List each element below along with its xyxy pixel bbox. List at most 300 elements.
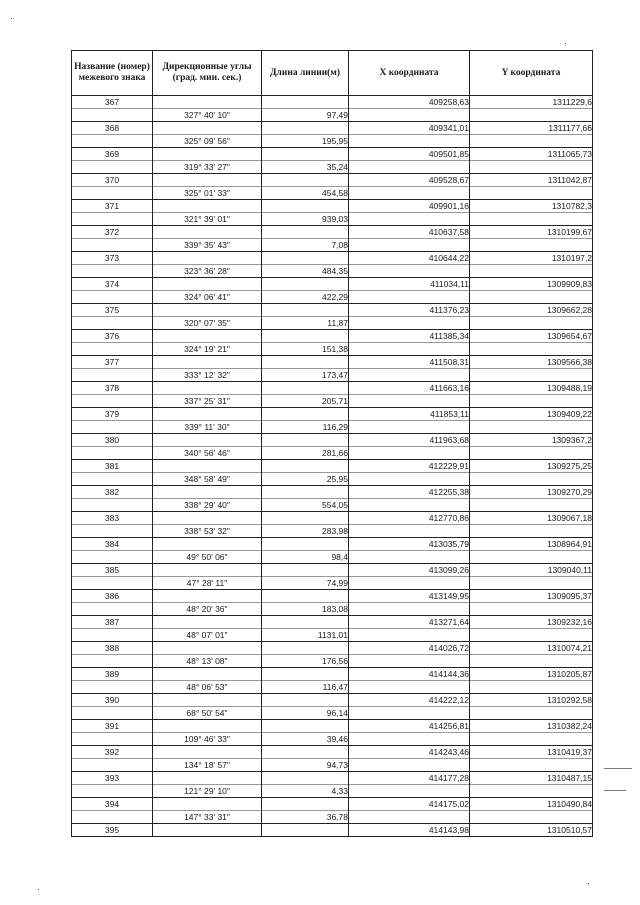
direction-angle: 121° 29' 10" [153, 785, 262, 798]
header-direction-angle: Дирекционные углы (град. мин. сек.) [153, 51, 262, 96]
empty-cell [349, 239, 470, 252]
direction-angle: 109° 46' 33" [153, 733, 262, 746]
line-length: 205,71 [262, 395, 349, 408]
empty-cell [262, 538, 349, 551]
empty-cell [153, 356, 262, 369]
empty-cell [349, 603, 470, 616]
empty-cell [153, 564, 262, 577]
speck-mark [11, 18, 12, 19]
empty-cell [153, 200, 262, 213]
y-coordinate: 1309566,38 [470, 356, 593, 369]
x-coordinate: 411385,34 [349, 330, 470, 343]
empty-cell [153, 486, 262, 499]
empty-cell [72, 603, 153, 616]
empty-cell [262, 382, 349, 395]
point-row [72, 434, 593, 447]
empty-cell [349, 785, 470, 798]
direction-angle: 339° 35' 43" [153, 239, 262, 252]
line-length: 422,29 [262, 291, 349, 304]
empty-cell [262, 460, 349, 473]
empty-cell [262, 720, 349, 733]
direction-angle: 48° 20' 36" [153, 603, 262, 616]
point-number: 384 [72, 538, 153, 551]
empty-cell [153, 460, 262, 473]
x-coordinate: 414026,72 [349, 642, 470, 655]
empty-cell [153, 148, 262, 161]
point-number: 373 [72, 252, 153, 265]
empty-cell [72, 239, 153, 252]
y-coordinate: 1310074,21 [470, 642, 593, 655]
empty-cell [72, 733, 153, 746]
point-row [72, 798, 593, 811]
empty-cell [349, 629, 470, 642]
segment-row [72, 109, 593, 122]
segment-row [72, 785, 593, 798]
empty-cell [262, 746, 349, 759]
segment-row [72, 213, 593, 226]
x-coordinate: 411508,31 [349, 356, 470, 369]
line-length: 35,24 [262, 161, 349, 174]
empty-cell [470, 395, 593, 408]
y-coordinate: 1310205,87 [470, 668, 593, 681]
empty-cell [470, 109, 593, 122]
point-number: 391 [72, 720, 153, 733]
empty-cell [262, 148, 349, 161]
point-number: 368 [72, 122, 153, 135]
empty-cell [470, 785, 593, 798]
point-number: 371 [72, 200, 153, 213]
empty-cell [470, 603, 593, 616]
empty-cell [153, 252, 262, 265]
point-row [72, 772, 593, 785]
direction-angle: 48° 07' 01" [153, 629, 262, 642]
direction-angle: 48° 06' 53" [153, 681, 262, 694]
segment-row [72, 421, 593, 434]
direction-angle: 327° 40' 10" [153, 109, 262, 122]
empty-cell [470, 629, 593, 642]
empty-cell [349, 395, 470, 408]
empty-cell [153, 226, 262, 239]
empty-cell [262, 642, 349, 655]
empty-cell [262, 330, 349, 343]
direction-angle: 324° 19' 21" [153, 343, 262, 356]
empty-cell [470, 499, 593, 512]
x-coordinate: 414222,12 [349, 694, 470, 707]
line-length: 74,99 [262, 577, 349, 590]
direction-angle: 325° 09' 56" [153, 135, 262, 148]
y-coordinate: 1310382,24 [470, 720, 593, 733]
empty-cell [72, 577, 153, 590]
empty-cell [72, 707, 153, 720]
empty-cell [470, 317, 593, 330]
segment-row [72, 525, 593, 538]
x-coordinate: 413149,95 [349, 590, 470, 603]
y-coordinate: 1309275,25 [470, 460, 593, 473]
point-number: 375 [72, 304, 153, 317]
point-number: 370 [72, 174, 153, 187]
empty-cell [470, 655, 593, 668]
x-coordinate: 412255,38 [349, 486, 470, 499]
empty-cell [470, 161, 593, 174]
point-number: 392 [72, 746, 153, 759]
empty-cell [470, 759, 593, 772]
empty-cell [349, 551, 470, 564]
line-length: 195,95 [262, 135, 349, 148]
empty-cell [349, 291, 470, 304]
speck-mark [588, 883, 589, 884]
direction-angle: 324° 06' 41" [153, 291, 262, 304]
faint-mark [604, 768, 632, 769]
empty-cell [262, 278, 349, 291]
point-row [72, 174, 593, 187]
y-coordinate: 1309270,29 [470, 486, 593, 499]
y-coordinate: 1310510,57 [470, 824, 593, 837]
empty-cell [262, 174, 349, 187]
empty-cell [262, 668, 349, 681]
point-number: 380 [72, 434, 153, 447]
empty-cell [262, 798, 349, 811]
point-number: 376 [72, 330, 153, 343]
line-length: 94,73 [262, 759, 349, 772]
y-coordinate: 1309232,16 [470, 616, 593, 629]
direction-angle: 340° 56' 46" [153, 447, 262, 460]
empty-cell [72, 187, 153, 200]
x-coordinate: 411663,16 [349, 382, 470, 395]
segment-row [72, 499, 593, 512]
segment-row [72, 655, 593, 668]
empty-cell [262, 512, 349, 525]
empty-cell [72, 759, 153, 772]
y-coordinate: 1311229,6 [470, 96, 593, 109]
x-coordinate: 411963,68 [349, 434, 470, 447]
point-row [72, 460, 593, 473]
point-row [72, 538, 593, 551]
empty-cell [349, 733, 470, 746]
point-row [72, 96, 593, 109]
empty-cell [153, 382, 262, 395]
x-coordinate: 411034,11 [349, 278, 470, 291]
empty-cell [262, 694, 349, 707]
empty-cell [72, 499, 153, 512]
segment-row [72, 603, 593, 616]
point-row [72, 512, 593, 525]
empty-cell [72, 681, 153, 694]
direction-angle: 333° 12' 32" [153, 369, 262, 382]
x-coordinate: 414256,81 [349, 720, 470, 733]
empty-cell [470, 551, 593, 564]
table-body [72, 96, 593, 837]
point-number: 367 [72, 96, 153, 109]
y-coordinate: 1310490,84 [470, 798, 593, 811]
empty-cell [153, 330, 262, 343]
empty-cell [72, 135, 153, 148]
point-number: 383 [72, 512, 153, 525]
point-number: 377 [72, 356, 153, 369]
direction-angle: 337° 25' 31" [153, 395, 262, 408]
direction-angle: 48° 13' 08" [153, 655, 262, 668]
x-coordinate: 409341,01 [349, 122, 470, 135]
y-coordinate: 1309488,19 [470, 382, 593, 395]
empty-cell [262, 252, 349, 265]
point-row [72, 616, 593, 629]
empty-cell [153, 642, 262, 655]
empty-cell [349, 343, 470, 356]
segment-row [72, 629, 593, 642]
empty-cell [72, 629, 153, 642]
direction-angle: 68° 50' 54" [153, 707, 262, 720]
empty-cell [72, 655, 153, 668]
line-length: 1131,01 [262, 629, 349, 642]
header-point-name: Название (номер) межевого знака [72, 51, 153, 96]
point-number: 387 [72, 616, 153, 629]
x-coordinate: 414143,98 [349, 824, 470, 837]
y-coordinate: 1311042,87 [470, 174, 593, 187]
point-row [72, 642, 593, 655]
point-row [72, 564, 593, 577]
empty-cell [153, 96, 262, 109]
segment-row [72, 161, 593, 174]
point-row [72, 746, 593, 759]
segment-row [72, 811, 593, 824]
line-length: 484,35 [262, 265, 349, 278]
header-line-length: Длина линии(м) [262, 51, 349, 96]
empty-cell [72, 343, 153, 356]
line-length: 554,05 [262, 499, 349, 512]
point-row [72, 122, 593, 135]
empty-cell [72, 369, 153, 382]
header-y-coordinate: Y координата [470, 51, 593, 96]
segment-row [72, 577, 593, 590]
empty-cell [153, 694, 262, 707]
empty-cell [349, 473, 470, 486]
direction-angle: 325° 01' 33" [153, 187, 262, 200]
empty-cell [349, 421, 470, 434]
empty-cell [262, 616, 349, 629]
empty-cell [349, 447, 470, 460]
line-length: 39,46 [262, 733, 349, 746]
x-coordinate: 410637,58 [349, 226, 470, 239]
empty-cell [349, 317, 470, 330]
point-number: 381 [72, 460, 153, 473]
y-coordinate: 1311065,73 [470, 148, 593, 161]
empty-cell [470, 239, 593, 252]
empty-cell [470, 811, 593, 824]
empty-cell [470, 447, 593, 460]
line-length: 173,47 [262, 369, 349, 382]
x-coordinate: 413035,79 [349, 538, 470, 551]
point-number: 389 [72, 668, 153, 681]
point-number: 374 [72, 278, 153, 291]
line-length: 116,29 [262, 421, 349, 434]
y-coordinate: 1308964,91 [470, 538, 593, 551]
x-coordinate: 412229,91 [349, 460, 470, 473]
direction-angle: 338° 53' 32" [153, 525, 262, 538]
line-length: 7,08 [262, 239, 349, 252]
empty-cell [349, 213, 470, 226]
empty-cell [470, 135, 593, 148]
empty-cell [470, 343, 593, 356]
point-row [72, 720, 593, 733]
empty-cell [262, 304, 349, 317]
point-number: 390 [72, 694, 153, 707]
y-coordinate: 1311177,66 [470, 122, 593, 135]
empty-cell [153, 668, 262, 681]
line-length: 25,95 [262, 473, 349, 486]
point-row [72, 226, 593, 239]
empty-cell [470, 733, 593, 746]
y-coordinate: 1309662,28 [470, 304, 593, 317]
point-row [72, 278, 593, 291]
empty-cell [349, 759, 470, 772]
segment-row [72, 447, 593, 460]
x-coordinate: 413099,26 [349, 564, 470, 577]
empty-cell [72, 525, 153, 538]
empty-cell [470, 525, 593, 538]
empty-cell [349, 681, 470, 694]
segment-row [72, 317, 593, 330]
point-row [72, 668, 593, 681]
y-coordinate: 1310199,67 [470, 226, 593, 239]
point-row [72, 408, 593, 421]
y-coordinate: 1309909,83 [470, 278, 593, 291]
x-coordinate: 413271,64 [349, 616, 470, 629]
empty-cell [72, 109, 153, 122]
segment-row [72, 343, 593, 356]
segment-row [72, 395, 593, 408]
point-row [72, 304, 593, 317]
empty-cell [72, 811, 153, 824]
empty-cell [349, 577, 470, 590]
point-number: 393 [72, 772, 153, 785]
empty-cell [262, 356, 349, 369]
point-row [72, 148, 593, 161]
point-number: 379 [72, 408, 153, 421]
empty-cell [470, 291, 593, 304]
empty-cell [349, 135, 470, 148]
line-length: 283,98 [262, 525, 349, 538]
speck-mark [565, 43, 566, 44]
point-row [72, 200, 593, 213]
empty-cell [470, 473, 593, 486]
boundary-points-table [71, 50, 593, 837]
point-row [72, 356, 593, 369]
empty-cell [153, 720, 262, 733]
line-length: 176,56 [262, 655, 349, 668]
empty-cell [262, 200, 349, 213]
empty-cell [72, 317, 153, 330]
empty-cell [262, 408, 349, 421]
point-row [72, 486, 593, 499]
empty-cell [262, 96, 349, 109]
y-coordinate: 1309040,11 [470, 564, 593, 577]
empty-cell [153, 122, 262, 135]
x-coordinate: 411376,23 [349, 304, 470, 317]
segment-row [72, 551, 593, 564]
line-length: 183,08 [262, 603, 349, 616]
empty-cell [349, 187, 470, 200]
point-number: 369 [72, 148, 153, 161]
line-length: 151,38 [262, 343, 349, 356]
direction-angle: 338° 29' 40" [153, 499, 262, 512]
empty-cell [153, 616, 262, 629]
empty-cell [72, 447, 153, 460]
y-coordinate: 1310782,3 [470, 200, 593, 213]
point-number: 385 [72, 564, 153, 577]
empty-cell [349, 369, 470, 382]
empty-cell [470, 369, 593, 382]
x-coordinate: 414243,46 [349, 746, 470, 759]
empty-cell [349, 707, 470, 720]
direction-angle: 321° 39' 01" [153, 213, 262, 226]
empty-cell [72, 473, 153, 486]
empty-cell [153, 538, 262, 551]
point-row [72, 694, 593, 707]
line-length: 98,4 [262, 551, 349, 564]
empty-cell [153, 434, 262, 447]
empty-cell [153, 278, 262, 291]
x-coordinate: 409528,67 [349, 174, 470, 187]
empty-cell [72, 785, 153, 798]
line-length: 4,33 [262, 785, 349, 798]
faint-mark [604, 790, 626, 791]
x-coordinate: 409501,85 [349, 148, 470, 161]
speck-mark [38, 889, 39, 890]
empty-cell [349, 109, 470, 122]
empty-cell [470, 681, 593, 694]
empty-cell [470, 421, 593, 434]
empty-cell [262, 486, 349, 499]
empty-cell [349, 499, 470, 512]
empty-cell [262, 564, 349, 577]
empty-cell [72, 265, 153, 278]
segment-row [72, 681, 593, 694]
segment-row [72, 291, 593, 304]
line-length: 116,47 [262, 681, 349, 694]
empty-cell [262, 434, 349, 447]
empty-cell [349, 265, 470, 278]
empty-cell [153, 408, 262, 421]
line-length: 97,49 [262, 109, 349, 122]
header-x-coordinate: X координата [349, 51, 470, 96]
empty-cell [349, 655, 470, 668]
empty-cell [153, 824, 262, 837]
segment-row [72, 187, 593, 200]
direction-angle: 49° 50' 06" [153, 551, 262, 564]
point-number: 386 [72, 590, 153, 603]
direction-angle: 339° 11' 30" [153, 421, 262, 434]
segment-row [72, 265, 593, 278]
empty-cell [72, 395, 153, 408]
empty-cell [470, 265, 593, 278]
empty-cell [262, 590, 349, 603]
empty-cell [153, 304, 262, 317]
x-coordinate: 409901,16 [349, 200, 470, 213]
segment-row [72, 135, 593, 148]
x-coordinate: 409258,63 [349, 96, 470, 109]
segment-row [72, 759, 593, 772]
empty-cell [72, 213, 153, 226]
x-coordinate: 412770,86 [349, 512, 470, 525]
segment-row [72, 473, 593, 486]
empty-cell [72, 291, 153, 304]
x-coordinate: 410644,22 [349, 252, 470, 265]
empty-cell [349, 811, 470, 824]
empty-cell [470, 213, 593, 226]
empty-cell [153, 746, 262, 759]
point-number: 394 [72, 798, 153, 811]
empty-cell [262, 824, 349, 837]
y-coordinate: 1310292,58 [470, 694, 593, 707]
